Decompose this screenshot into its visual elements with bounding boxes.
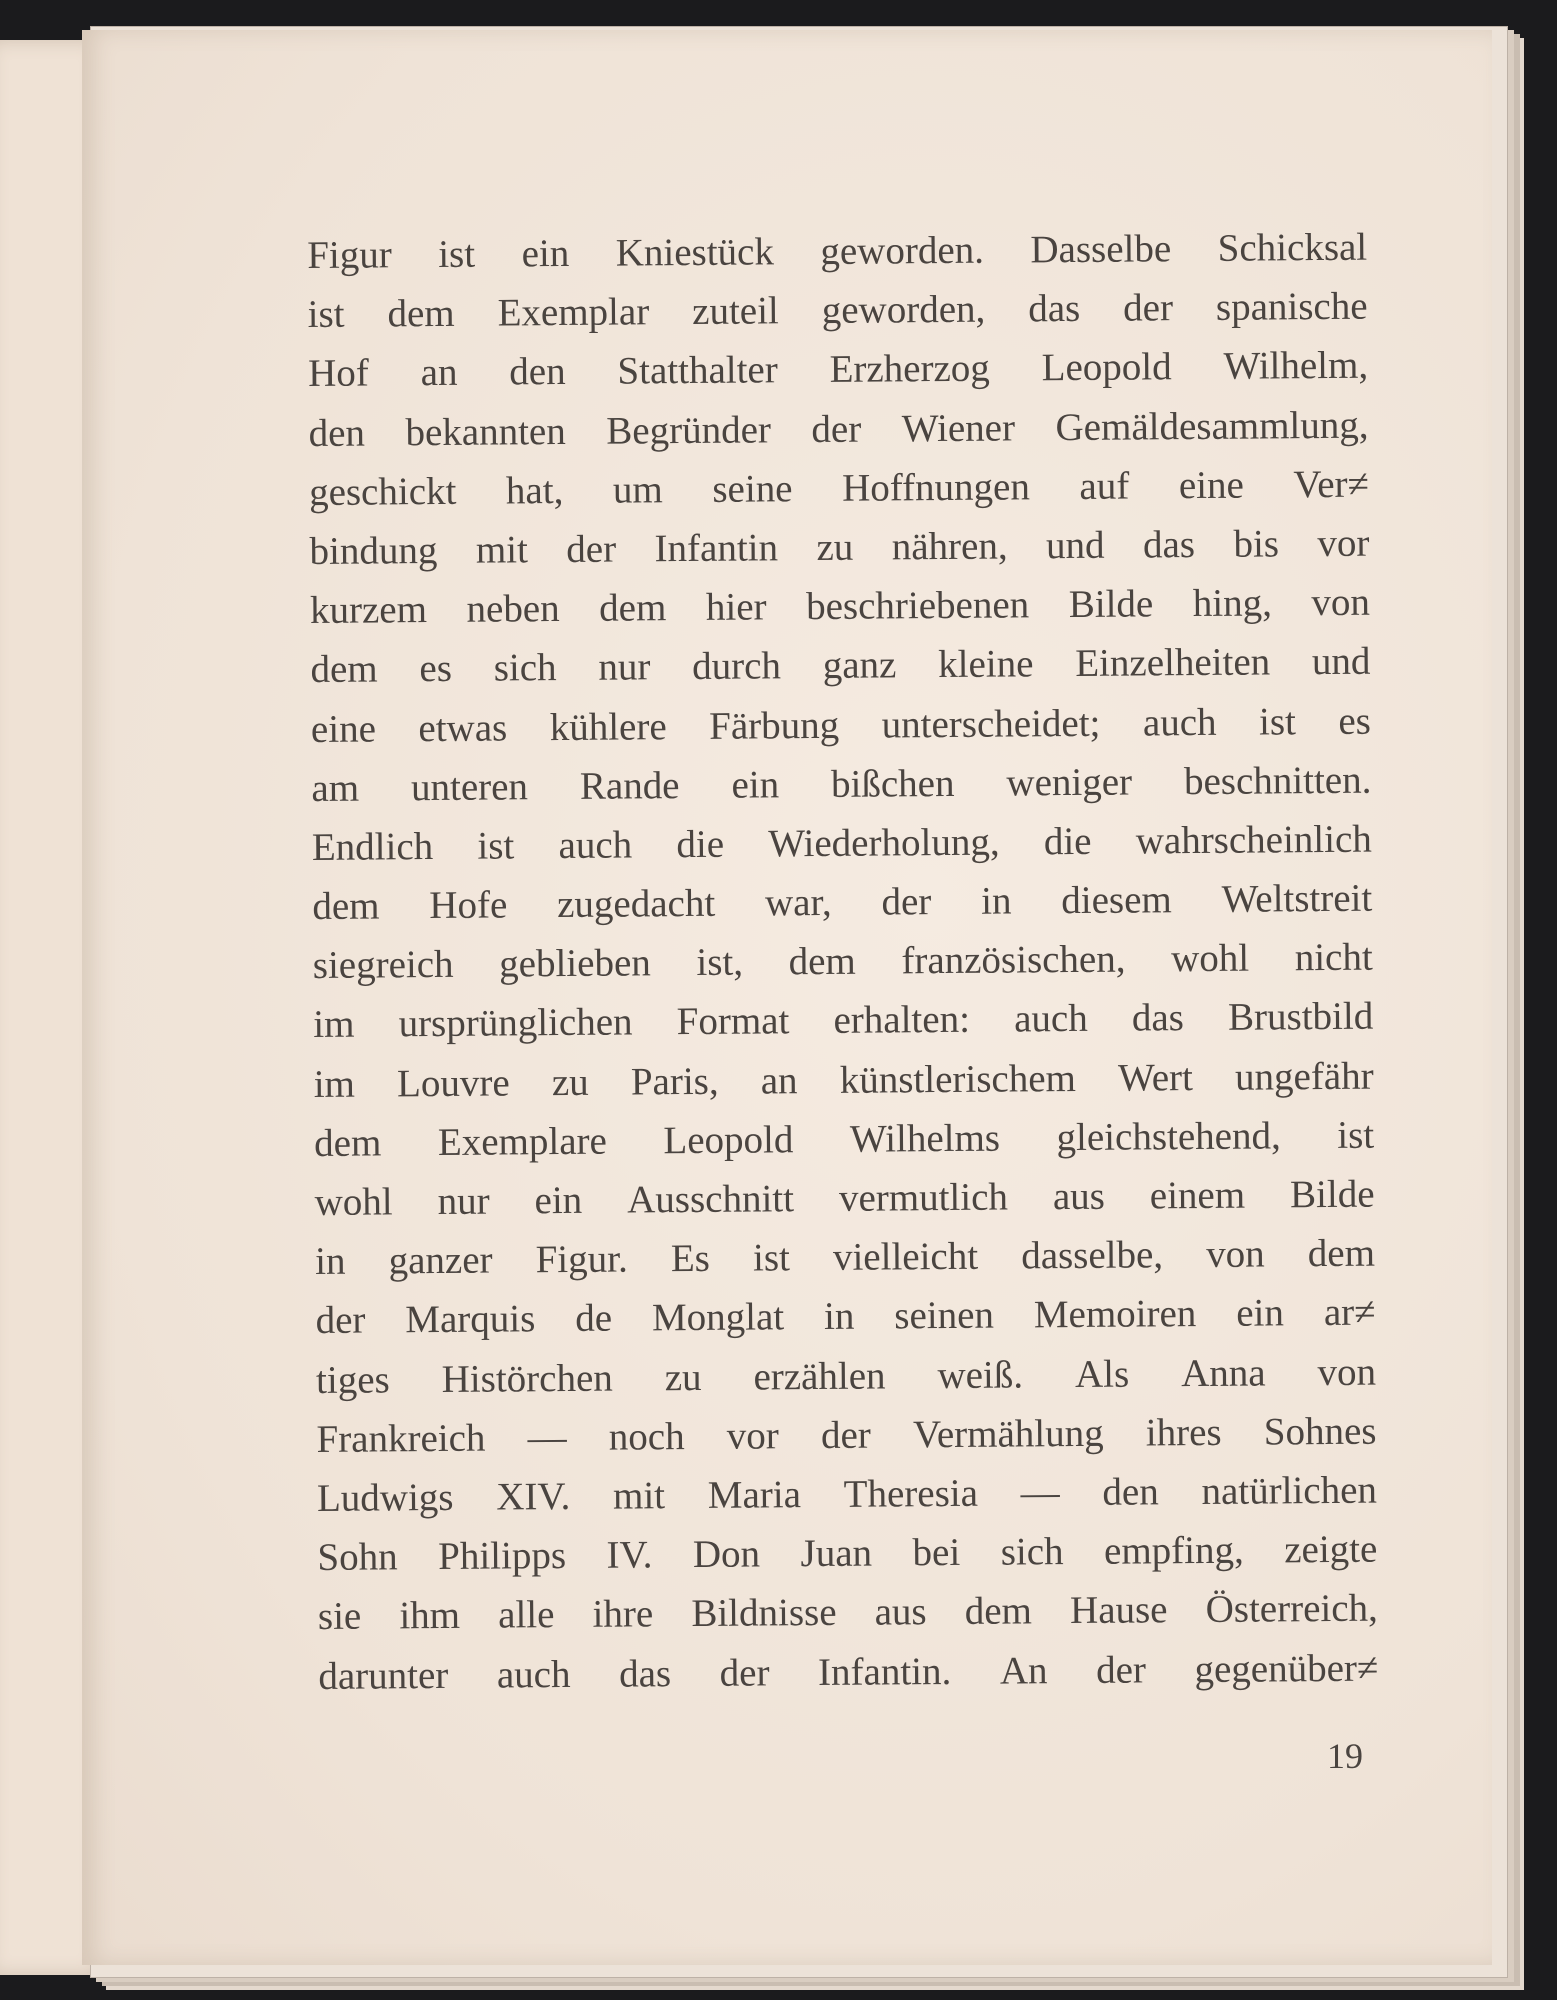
word: An [999,1648,1048,1693]
word: natürlichen [1201,1468,1378,1513]
word: erzählen [753,1354,886,1399]
word: Juan [800,1531,873,1576]
word: vielleicht [832,1234,979,1280]
word: Wert [1117,1055,1194,1100]
word: dem [310,647,378,692]
word: das [1142,522,1196,567]
word: Gemäldesammlung, [1055,403,1369,449]
word: Leopold [1041,345,1172,390]
word: auch [1013,997,1088,1041]
word: Hofe [429,883,508,928]
word: im [313,1062,356,1106]
word: Paris, [630,1059,719,1104]
word: ganz [822,643,897,688]
word: war, [764,880,832,925]
word: das [1028,287,1081,331]
text-line [314,1105,1374,1173]
word: Endlich [311,824,434,869]
word: der [820,1413,871,1457]
text-line [309,454,1369,522]
word: kurzem [309,588,428,633]
word: dem [788,939,856,984]
word: beschnitten. [1183,758,1372,803]
word: siegreich [312,943,454,988]
text-line [310,573,1370,641]
word: Weltstreit [1221,876,1373,921]
word: unterscheidet; [881,701,1101,747]
word: Format [676,999,790,1044]
text-line [311,691,1371,759]
text-line [312,810,1372,878]
word: empfing, [1103,1528,1244,1573]
word: ursprünglichen [398,1000,633,1046]
word: IV. [606,1533,653,1577]
word: ganzer [388,1238,493,1283]
word: Histörchen [441,1356,613,1401]
word: am [311,766,360,810]
word: Bilde [1289,1172,1375,1217]
word: und [1045,523,1105,568]
page-number: 19 [1327,1736,1363,1776]
word: dem [964,1589,1033,1634]
word: und [1311,639,1371,684]
word: der [719,1650,770,1695]
text-line [311,750,1371,818]
word: Hoffnungen [841,465,1031,510]
word: eine [310,706,377,751]
word: alle [497,1593,555,1637]
word: künstlerischem [839,1056,1077,1102]
word: bindung [309,528,438,573]
word: Begründer [606,407,772,453]
word: ein [731,762,780,807]
text-line [310,632,1370,700]
text-line [316,1342,1376,1410]
word: durch [691,644,782,689]
word: Als [1074,1352,1130,1396]
text-line [318,1579,1378,1647]
word: im [313,1003,355,1047]
word: Marquis [405,1297,536,1342]
word: Rande [579,763,680,808]
word: Louvre [396,1061,510,1105]
word: Leopold [663,1118,794,1163]
word: Vermählung [912,1411,1104,1457]
word: wahrscheinlich [1135,817,1372,863]
word: das [1131,996,1185,1040]
word: weniger [1006,760,1133,805]
word: — [1020,1471,1060,1515]
word: Einzelheiten [1075,640,1271,686]
word: Bilde [1068,582,1154,627]
word: ist [752,1236,791,1280]
word: auch [496,1652,571,1697]
word: französischen, [901,937,1126,983]
word: an [760,1058,798,1103]
word: nicht [1294,935,1373,980]
word: Ver≠ [1293,462,1370,507]
word: zu [664,1355,702,1399]
text-line [313,928,1373,996]
word: vermutlich [838,1175,1009,1220]
word: Hause [1069,1588,1168,1633]
word: hier [705,585,767,630]
word: sich [493,646,557,690]
text-line [317,1461,1377,1529]
word: zu [551,1060,589,1104]
word: seine [712,466,793,511]
body-text [307,218,1379,1706]
word: von [1311,580,1371,625]
word: Wiederholung, [768,820,1000,866]
word: aus [1052,1174,1106,1219]
word: um [612,467,663,512]
word: Figur. [535,1237,628,1282]
word: bißchen [830,761,955,806]
word: — [527,1415,567,1460]
word: in [314,1239,346,1284]
word: geworden. [820,228,985,273]
word: Figur [307,233,392,277]
word: wohl [1170,936,1250,981]
word: zuteil [692,289,779,334]
word: ein [1236,1291,1285,1336]
word: ist [307,292,345,337]
word: der [1123,286,1174,330]
word: es [1338,699,1372,743]
word: Philipps [437,1534,567,1579]
word: vor [726,1414,779,1458]
word: zeigte [1284,1527,1378,1572]
word: ungefähr [1234,1054,1374,1099]
word: dem [1307,1231,1376,1276]
word: beschriebenen [805,583,1030,629]
word: die [676,822,725,866]
word: dem [387,292,455,336]
text-line [313,987,1373,1055]
word: zu [816,525,854,569]
word: Memoiren [1033,1292,1197,1337]
word: von [1317,1350,1377,1394]
word: etwas [418,705,508,750]
word: spanische [1215,284,1368,330]
word: nur [598,645,651,690]
word: Maria [707,1473,802,1517]
word: ist [1337,1113,1375,1157]
word: bis [1233,522,1280,566]
word: ar≠ [1323,1291,1376,1335]
word: Don [692,1532,761,1577]
word: das [618,1651,672,1696]
word: hat, [505,468,564,513]
text-line [309,514,1369,582]
word: Exemplare [437,1119,608,1164]
word: Färbung [709,703,840,748]
word: Österreich, [1205,1586,1378,1632]
word: gegenüber≠ [1194,1646,1379,1691]
word: der [811,407,862,451]
text-line [315,1283,1375,1351]
word: Theresia [843,1471,979,1516]
word: in [823,1295,855,1339]
word: Ausschnitt [627,1177,795,1222]
word: ist, [696,940,744,985]
word: Dasselbe [1030,227,1172,272]
word: der [881,880,932,924]
word: in [980,879,1012,923]
word: Frankreich [316,1416,486,1461]
word: sich [1000,1530,1064,1574]
word: zugedacht [556,881,716,927]
word: Hof [307,351,369,396]
book-page [82,30,1492,1965]
word: ihm [399,1594,461,1638]
word: kleine [938,642,1034,687]
word: noch [608,1414,685,1459]
word: dem [312,884,380,929]
word: tiges [315,1357,390,1402]
word: Sohnes [1263,1409,1377,1454]
word: de [575,1297,613,1341]
word: gleichstehend, [1056,1114,1281,1159]
text-line [307,218,1367,286]
word: den [509,350,566,394]
word: auch [558,823,633,867]
word: der [315,1298,366,1343]
word: Wilhelm, [1223,344,1369,389]
text-line [312,869,1372,937]
word: Brustbild [1227,995,1374,1040]
word: seinen [894,1294,995,1338]
word: Monglat [651,1295,785,1340]
word: ist [477,824,515,868]
word: Wilhelms [849,1116,1001,1161]
text-line [316,1401,1376,1469]
word: die [1043,819,1092,864]
word: bekannten [405,409,566,454]
word: sie [317,1594,362,1639]
word: darunter [318,1653,449,1698]
word: kühlere [549,704,667,749]
word: Schicksal [1217,225,1368,270]
word: Erzherzog [829,347,990,392]
word: es [419,647,453,691]
word: neben [466,587,560,631]
word: der [566,527,617,571]
word: Exemplar [497,290,650,335]
word: Es [670,1237,711,1281]
word: Wiener [901,406,1016,450]
text-line [308,395,1368,463]
word: dem [599,586,667,630]
word: erhalten: [833,998,971,1043]
text-line [318,1638,1378,1706]
word: aus [874,1590,927,1634]
word: wohl [314,1180,393,1224]
text-line [308,336,1368,404]
text-line [314,1046,1374,1114]
word: ihre [592,1592,654,1637]
word: mit [475,528,529,572]
word: ist [438,232,476,276]
word: den [308,411,366,455]
word: auf [1079,464,1130,508]
word: ein [521,231,570,276]
word: geblieben [499,941,651,986]
word: diesem [1061,878,1172,923]
word: von [1206,1232,1265,1277]
word: nähren, [891,524,1008,569]
word: dasselbe, [1021,1233,1164,1278]
word: nur [437,1179,490,1224]
word: mit [612,1474,666,1518]
word: dem [314,1121,382,1165]
word: eine [1178,463,1244,507]
word: Ludwigs [316,1475,454,1520]
word: geworden, [821,287,986,333]
word: bei [912,1531,961,1575]
word: einem [1149,1173,1246,1218]
word: Infantin. [817,1649,952,1694]
word: Statthalter [617,348,778,393]
word: vor [1317,521,1370,566]
text-line [307,277,1367,345]
text-line [314,1165,1374,1233]
word: Infantin [654,526,779,571]
word: den [1102,1470,1159,1514]
word: der [1095,1647,1147,1692]
word: auch [1142,700,1217,744]
word: Kniestück [615,230,775,275]
word: Anna [1180,1351,1266,1395]
word: Sohn [317,1535,398,1580]
word: Bildnisse [691,1591,837,1636]
word: geschickt [308,469,457,514]
word: hing, [1192,581,1273,626]
word: XIV. [496,1474,571,1519]
text-line [317,1520,1377,1588]
word: unteren [410,764,529,809]
word: weiß. [937,1352,1024,1397]
text-line [315,1224,1375,1292]
word: ein [534,1178,583,1223]
word: ist [1258,699,1297,744]
word: an [420,351,458,395]
word: ihres [1145,1410,1222,1455]
